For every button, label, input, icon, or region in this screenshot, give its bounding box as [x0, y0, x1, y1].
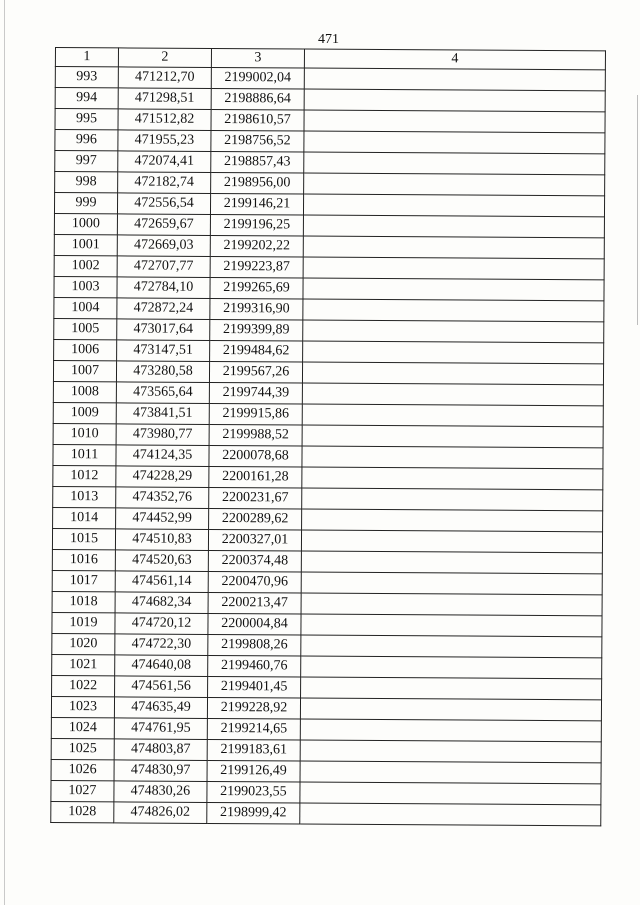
- table-row: [54, 213, 604, 237]
- table-row: [52, 549, 602, 573]
- note-cell: [302, 446, 603, 469]
- table-row: [54, 193, 604, 217]
- y-coordinate-cell: 2199202,22: [210, 235, 303, 257]
- note-cell: [302, 425, 603, 448]
- y-coordinate-cell: 2200289,62: [209, 508, 302, 530]
- table-row: [54, 234, 604, 258]
- point-number-cell: 1016: [52, 549, 115, 570]
- x-coordinate-cell: 472784,10: [117, 277, 210, 299]
- column-header-2: 2: [118, 48, 211, 68]
- table-row: [52, 570, 602, 594]
- note-cell: [304, 110, 605, 133]
- table-row: [54, 297, 604, 321]
- point-number-cell: 1018: [52, 591, 115, 612]
- x-coordinate-cell: 473280,58: [116, 361, 209, 383]
- x-coordinate-cell: 474722,30: [115, 634, 208, 656]
- x-coordinate-cell: 474561,56: [115, 676, 208, 698]
- x-coordinate-cell: 474352,76: [116, 487, 209, 509]
- y-coordinate-cell: 2200004,84: [208, 613, 301, 635]
- point-number-cell: 1005: [54, 318, 117, 339]
- x-coordinate-cell: 472182,74: [118, 172, 211, 194]
- note-cell: [301, 635, 602, 658]
- note-cell: [302, 404, 603, 427]
- y-coordinate-cell: 2199567,26: [209, 361, 302, 383]
- column-header-1: 1: [55, 48, 118, 67]
- table-row: [54, 318, 604, 342]
- x-coordinate-cell: 474830,97: [114, 760, 207, 782]
- note-cell: [300, 719, 601, 742]
- point-number-cell: 1010: [53, 423, 116, 444]
- x-coordinate-cell: 474826,02: [114, 802, 207, 824]
- table-row: [51, 696, 601, 720]
- column-header-4: 4: [304, 49, 605, 70]
- table-row: [55, 172, 605, 196]
- y-coordinate-cell: 2199460,76: [208, 655, 301, 677]
- table-row: [52, 591, 602, 615]
- y-coordinate-cell: 2200374,48: [208, 550, 301, 572]
- y-coordinate-cell: 2198886,64: [211, 88, 304, 110]
- column-header-3: 3: [211, 48, 304, 68]
- note-cell: [303, 299, 604, 322]
- note-cell: [301, 677, 602, 700]
- x-coordinate-cell: 474640,08: [115, 655, 208, 677]
- y-coordinate-cell: 2199023,55: [207, 781, 300, 803]
- table-row: [52, 528, 602, 552]
- x-coordinate-cell: 474682,34: [115, 592, 208, 614]
- note-cell: [304, 68, 605, 91]
- x-coordinate-cell: 474761,95: [114, 718, 207, 740]
- point-number-cell: 994: [55, 88, 118, 109]
- table-row: [53, 360, 603, 384]
- note-cell: [303, 320, 604, 343]
- coordinates-table-body: [51, 48, 606, 826]
- note-cell: [302, 488, 603, 511]
- y-coordinate-cell: 2199744,39: [209, 382, 302, 404]
- y-coordinate-cell: 2199401,45: [208, 676, 301, 698]
- note-cell: [301, 551, 602, 574]
- table-row: [55, 109, 605, 133]
- table-row: [51, 759, 601, 783]
- note-cell: [303, 236, 604, 259]
- scan-edge-left: [4, 0, 5, 905]
- note-cell: [303, 215, 604, 238]
- table-row: [52, 633, 602, 657]
- x-coordinate-cell: 474510,83: [115, 529, 208, 551]
- y-coordinate-cell: 2200213,47: [208, 592, 301, 614]
- table-row: [51, 738, 601, 762]
- note-cell: [303, 194, 604, 217]
- x-coordinate-cell: 471212,70: [118, 67, 211, 89]
- y-coordinate-cell: 2200078,68: [209, 445, 302, 467]
- point-number-cell: 1002: [54, 255, 117, 276]
- note-cell: [304, 131, 605, 154]
- y-coordinate-cell: 2198956,00: [211, 172, 304, 194]
- point-number-cell: 1023: [51, 696, 114, 717]
- point-number-cell: 1021: [52, 654, 115, 675]
- point-number-cell: 1019: [52, 612, 115, 633]
- x-coordinate-cell: 474720,12: [115, 613, 208, 635]
- point-number-cell: 1013: [53, 486, 116, 507]
- x-coordinate-cell: 471955,23: [118, 130, 211, 152]
- note-cell: [301, 530, 602, 553]
- x-coordinate-cell: 473017,64: [117, 319, 210, 341]
- note-cell: [300, 740, 601, 763]
- x-coordinate-cell: 474520,63: [115, 550, 208, 572]
- x-coordinate-cell: 473980,77: [116, 424, 209, 446]
- note-cell: [304, 152, 605, 175]
- point-number-cell: 999: [54, 193, 117, 214]
- y-coordinate-cell: 2199265,69: [210, 277, 303, 299]
- note-cell: [302, 509, 603, 532]
- point-number-cell: 1025: [51, 738, 114, 759]
- x-coordinate-cell: 471512,82: [118, 109, 211, 131]
- note-cell: [301, 572, 602, 595]
- point-number-cell: 1024: [51, 717, 114, 738]
- x-coordinate-cell: 474124,35: [116, 445, 209, 467]
- y-coordinate-cell: 2200161,28: [209, 466, 302, 488]
- y-coordinate-cell: 2199126,49: [207, 760, 300, 782]
- table-row: [51, 801, 601, 825]
- table-row: [55, 130, 605, 154]
- x-coordinate-cell: 474635,49: [114, 697, 207, 719]
- x-coordinate-cell: 473565,64: [116, 382, 209, 404]
- y-coordinate-cell: 2199146,21: [210, 193, 303, 215]
- note-cell: [301, 656, 602, 679]
- table-row: [52, 612, 602, 636]
- note-cell: [300, 782, 601, 805]
- x-coordinate-cell: 472074,41: [118, 151, 211, 173]
- note-cell: [301, 614, 602, 637]
- point-number-cell: 993: [55, 67, 118, 88]
- scan-edge-right: [637, 95, 638, 325]
- point-number-cell: 1006: [54, 339, 117, 360]
- point-number-cell: 995: [55, 109, 118, 130]
- point-number-cell: 1026: [51, 759, 114, 780]
- point-number-cell: 1014: [53, 507, 116, 528]
- x-coordinate-cell: 474228,29: [116, 466, 209, 488]
- note-cell: [301, 593, 602, 616]
- y-coordinate-cell: 2198610,57: [211, 109, 304, 131]
- table-row: [53, 465, 603, 489]
- table-row: [54, 255, 604, 279]
- table-row: [53, 423, 603, 447]
- point-number-cell: 1007: [53, 360, 116, 381]
- y-coordinate-cell: 2198999,42: [207, 802, 300, 824]
- note-cell: [302, 467, 603, 490]
- y-coordinate-cell: 2198756,52: [211, 130, 304, 152]
- x-coordinate-cell: 473841,51: [116, 403, 209, 425]
- x-coordinate-cell: 473147,51: [117, 340, 210, 362]
- point-number-cell: 1008: [53, 381, 116, 402]
- table-row: [54, 276, 604, 300]
- y-coordinate-cell: 2199002,04: [211, 67, 304, 89]
- table-row: [54, 339, 604, 363]
- x-coordinate-cell: 474830,26: [114, 781, 207, 803]
- note-cell: [302, 383, 603, 406]
- point-number-cell: 1001: [54, 234, 117, 255]
- table-row: [52, 675, 602, 699]
- y-coordinate-cell: 2199223,87: [210, 256, 303, 278]
- point-number-cell: 1017: [52, 570, 115, 591]
- note-cell: [304, 89, 605, 112]
- point-number-cell: 1009: [53, 402, 116, 423]
- note-cell: [303, 341, 604, 364]
- x-coordinate-cell: 472556,54: [117, 193, 210, 215]
- table-row: [55, 88, 605, 112]
- table-row: [51, 717, 601, 741]
- x-coordinate-cell: 472659,67: [117, 214, 210, 236]
- y-coordinate-cell: 2198857,43: [211, 151, 304, 173]
- table-row: [53, 507, 603, 531]
- y-coordinate-cell: 2199228,92: [207, 697, 300, 719]
- y-coordinate-cell: 2199399,89: [210, 319, 303, 341]
- x-coordinate-cell: 472669,03: [117, 235, 210, 257]
- note-cell: [302, 362, 603, 385]
- x-coordinate-cell: 474803,87: [114, 739, 207, 761]
- point-number-cell: 1004: [54, 297, 117, 318]
- y-coordinate-cell: 2200231,67: [209, 487, 302, 509]
- coordinates-table: [50, 47, 606, 826]
- y-coordinate-cell: 2199484,62: [210, 340, 303, 362]
- x-coordinate-cell: 471298,51: [118, 88, 211, 110]
- point-number-cell: 1020: [52, 633, 115, 654]
- y-coordinate-cell: 2200327,01: [208, 529, 301, 551]
- point-number-cell: 1003: [54, 276, 117, 297]
- table-row: [53, 444, 603, 468]
- point-number-cell: 1000: [54, 213, 117, 234]
- y-coordinate-cell: 2199196,25: [210, 214, 303, 236]
- note-cell: [300, 761, 601, 784]
- point-number-cell: 1027: [51, 780, 114, 801]
- note-cell: [303, 257, 604, 280]
- table-row: [52, 654, 602, 678]
- y-coordinate-cell: 2200470,96: [208, 571, 301, 593]
- table-row: [53, 402, 603, 426]
- y-coordinate-cell: 2199183,61: [207, 739, 300, 761]
- point-number-cell: 998: [55, 172, 118, 193]
- x-coordinate-cell: 474452,99: [116, 508, 209, 530]
- note-cell: [300, 803, 601, 826]
- note-cell: [303, 278, 604, 301]
- point-number-cell: 996: [55, 130, 118, 151]
- table-row: [53, 381, 603, 405]
- y-coordinate-cell: 2199214,65: [207, 718, 300, 740]
- point-number-cell: 1015: [52, 528, 115, 549]
- table-row: [55, 67, 605, 91]
- point-number-cell: 1022: [52, 675, 115, 696]
- point-number-cell: 1028: [51, 801, 114, 822]
- table-row: [51, 780, 601, 804]
- point-number-cell: 1012: [53, 465, 116, 486]
- page-number: 471: [318, 32, 339, 47]
- note-cell: [300, 698, 601, 721]
- table-row: [53, 486, 603, 510]
- point-number-cell: 997: [55, 151, 118, 172]
- x-coordinate-cell: 474561,14: [115, 571, 208, 593]
- y-coordinate-cell: 2199915,86: [209, 403, 302, 425]
- x-coordinate-cell: 472707,77: [117, 256, 210, 278]
- table-row: [55, 151, 605, 175]
- y-coordinate-cell: 2199988,52: [209, 424, 302, 446]
- point-number-cell: 1011: [53, 444, 116, 465]
- x-coordinate-cell: 472872,24: [117, 298, 210, 320]
- note-cell: [304, 173, 605, 196]
- y-coordinate-cell: 2199808,26: [208, 634, 301, 656]
- y-coordinate-cell: 2199316,90: [210, 298, 303, 320]
